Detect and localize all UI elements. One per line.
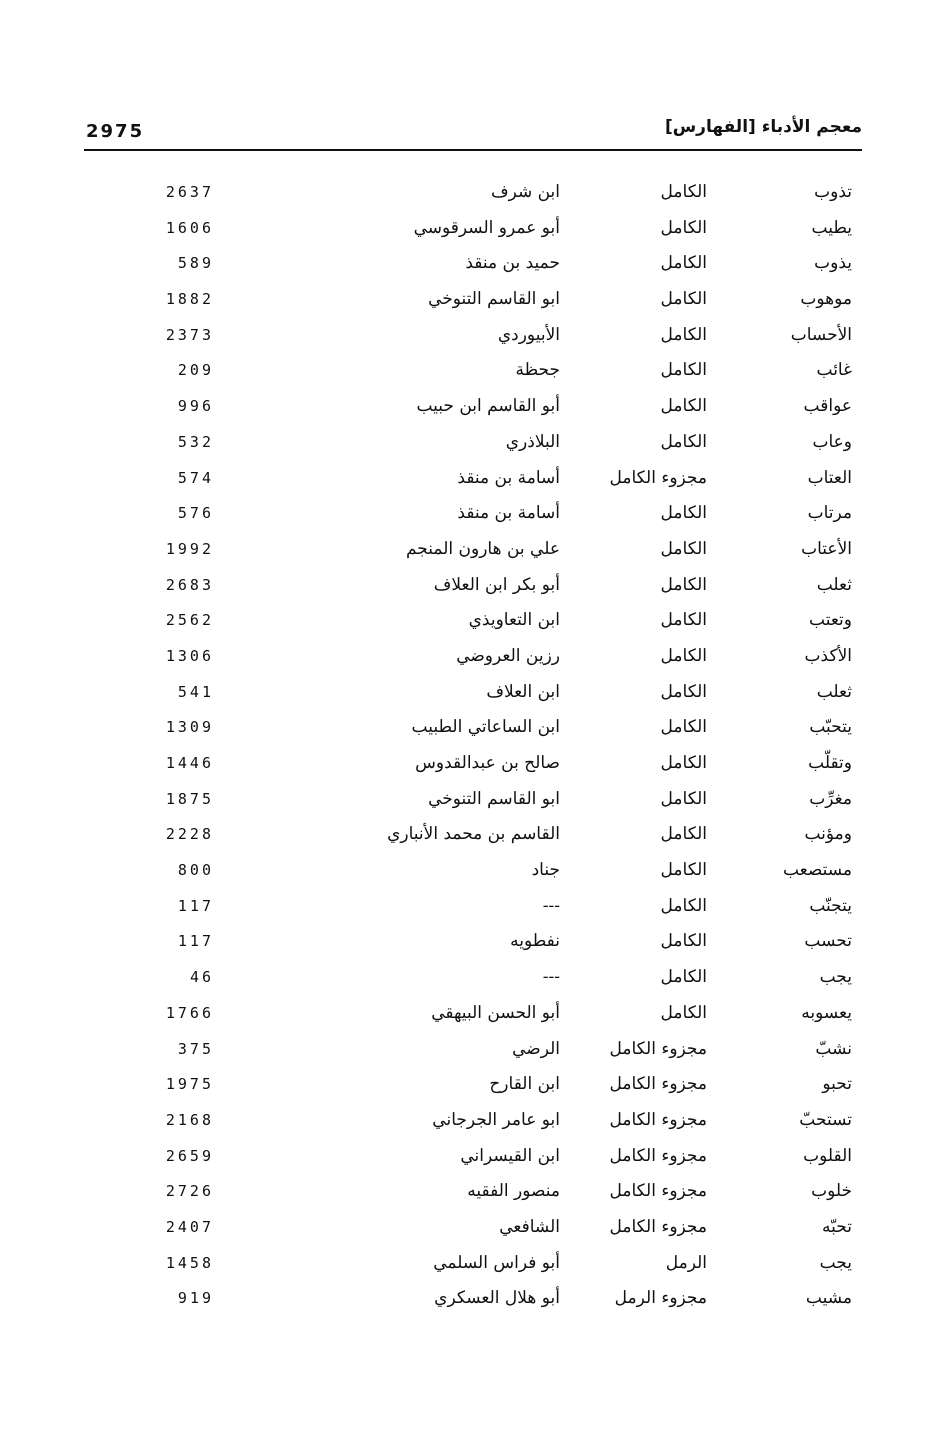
poet-name: أبو القاسم ابن حبيب xyxy=(416,396,560,417)
meter-name: الكامل xyxy=(660,1002,707,1023)
meter-name: الكامل xyxy=(660,610,707,631)
meter-name: الكامل xyxy=(660,289,707,310)
index-row xyxy=(0,924,932,960)
rhyme-word: عواقب xyxy=(803,396,852,417)
rhyme-word: يعسوبه xyxy=(801,1002,852,1023)
meter-name: مجزوء الكامل xyxy=(609,1145,707,1166)
index-row xyxy=(0,496,932,532)
poet-name: أبو عمرو السرقوسي xyxy=(413,217,560,238)
page-reference: 1458 xyxy=(165,1253,214,1272)
index-row xyxy=(0,246,932,282)
rhyme-word: مغرِّب xyxy=(809,788,852,809)
rhyme-word: يذوب xyxy=(814,253,852,274)
index-row xyxy=(0,1281,932,1317)
meter-name: الرمل xyxy=(665,1252,707,1273)
rhyme-word: ثعلب xyxy=(816,574,852,595)
page-reference: 1446 xyxy=(165,754,214,772)
poet-name: رزين العروضي xyxy=(456,645,560,666)
page-reference: 2407 xyxy=(165,1217,214,1236)
page-reference: 541 xyxy=(177,682,214,701)
index-row xyxy=(0,1210,932,1246)
poet-name: البلاذري xyxy=(505,431,560,452)
index-row xyxy=(0,1103,932,1139)
page-reference: 1882 xyxy=(165,290,214,309)
page-reference: 1766 xyxy=(165,1003,214,1022)
index-row xyxy=(0,282,932,318)
meter-name: الكامل xyxy=(660,645,707,666)
page-reference: 1306 xyxy=(165,646,214,665)
poet-name: --- xyxy=(542,967,560,988)
rhyme-word: ومؤنب xyxy=(804,824,852,845)
meter-name: الكامل xyxy=(660,538,707,559)
index-row xyxy=(0,389,932,425)
page-reference: 2228 xyxy=(165,825,214,844)
page-reference: 800 xyxy=(177,861,214,880)
index-row xyxy=(0,1139,932,1175)
index-row xyxy=(0,568,932,604)
poet-name: ابو القاسم التنوخي xyxy=(428,788,560,809)
meter-name: مجزوء الكامل xyxy=(609,1181,707,1202)
index-row xyxy=(0,1174,932,1210)
poet-name: منصور الفقيه xyxy=(467,1181,560,1202)
poet-name: علي بن هارون المنجم xyxy=(405,538,560,559)
page-reference: 2637 xyxy=(165,183,214,201)
poet-name: --- xyxy=(542,895,560,916)
meter-name: الكامل xyxy=(660,967,707,988)
poet-name: حميد بن منقذ xyxy=(465,253,560,274)
index-row xyxy=(0,746,932,782)
page-reference: 1309 xyxy=(165,718,214,737)
rhyme-word: تحسب xyxy=(804,931,852,952)
index-row xyxy=(0,603,932,639)
meter-name: الكامل xyxy=(660,503,707,524)
page-reference: 375 xyxy=(177,1039,214,1058)
poet-name: أبو بكر ابن العلاف xyxy=(433,574,560,595)
index-row xyxy=(0,1032,932,1068)
meter-name: مجزوء الرمل xyxy=(614,1288,707,1309)
meter-name: الكامل xyxy=(660,574,707,595)
rhyme-word: وتعتب xyxy=(809,610,852,631)
index-row xyxy=(0,532,932,568)
page-reference: 919 xyxy=(177,1289,214,1308)
rhyme-word: تحبو xyxy=(822,1074,852,1095)
poet-name: الرضي xyxy=(512,1038,560,1059)
index-row xyxy=(0,353,932,389)
poet-name: نفطويه xyxy=(510,931,560,952)
meter-name: الكامل xyxy=(660,824,707,845)
poetry-rhyme-index xyxy=(0,175,932,1317)
index-row xyxy=(0,318,932,354)
rhyme-word: نشبّ xyxy=(815,1038,852,1059)
page-number: 2975 xyxy=(86,121,145,142)
rhyme-word: يتحبّب xyxy=(809,717,852,738)
poet-name: أبو الحسن البيهقي xyxy=(431,1002,560,1023)
index-row xyxy=(0,425,932,461)
poet-name: الأبيوردي xyxy=(497,324,560,345)
index-row xyxy=(0,960,932,996)
page-reference: 2659 xyxy=(165,1146,214,1165)
page-header xyxy=(84,113,862,151)
index-row xyxy=(0,817,932,853)
meter-name: مجزوء الكامل xyxy=(609,1109,707,1130)
poet-name: أبو فراس السلمي xyxy=(433,1252,560,1273)
rhyme-word: مشيب xyxy=(805,1288,852,1309)
rhyme-word: تذوب xyxy=(814,182,852,202)
page-reference: 2683 xyxy=(165,575,214,594)
rhyme-word: ثعلب xyxy=(816,681,852,702)
poet-name: ابن القارح xyxy=(489,1074,560,1095)
meter-name: الكامل xyxy=(660,182,707,202)
meter-name: الكامل xyxy=(660,324,707,345)
poet-name: أسامة بن منقذ xyxy=(457,467,560,488)
rhyme-word: يجب xyxy=(819,1252,852,1273)
index-row xyxy=(0,889,932,925)
poet-name: ابن الساعاتي الطبيب xyxy=(411,717,560,738)
poet-name: أسامة بن منقذ xyxy=(457,503,560,524)
meter-name: مجزوء الكامل xyxy=(609,1038,707,1059)
rhyme-word: تستحبّ xyxy=(799,1109,852,1130)
index-row xyxy=(0,1067,932,1103)
page-reference: 1875 xyxy=(165,789,214,808)
poet-name: أبو هلال العسكري xyxy=(434,1288,560,1309)
rhyme-word: مرتاب xyxy=(807,503,852,524)
rhyme-word: الأحساب xyxy=(790,324,852,345)
index-row xyxy=(0,710,932,746)
poet-name: ابن القيسراني xyxy=(460,1145,560,1166)
rhyme-word: خلوب xyxy=(811,1181,852,1202)
poet-name: ابو عامر الجرجاني xyxy=(432,1109,560,1130)
poet-name: جناد xyxy=(531,860,560,881)
page-reference: 574 xyxy=(177,468,214,487)
poet-name: الشافعي xyxy=(499,1216,560,1237)
page-reference: 1606 xyxy=(165,218,214,237)
poet-name: ابن التعاويذي xyxy=(468,610,560,631)
meter-name: الكامل xyxy=(660,360,707,381)
index-row xyxy=(0,853,932,889)
poet-name: القاسم بن محمد الأنباري xyxy=(387,824,560,845)
rhyme-word: يتجنّب xyxy=(809,895,852,916)
meter-name: الكامل xyxy=(660,253,707,274)
meter-name: مجزوء الكامل xyxy=(609,467,707,488)
rhyme-word: الأعتاب xyxy=(801,538,852,559)
index-row xyxy=(0,996,932,1032)
rhyme-word: موهوب xyxy=(800,289,852,310)
page-reference: 589 xyxy=(177,254,214,273)
meter-name: الكامل xyxy=(660,753,707,773)
page-reference: 2168 xyxy=(165,1110,214,1129)
page-reference: 117 xyxy=(177,932,214,951)
page-reference: 2373 xyxy=(165,325,214,344)
index-row xyxy=(0,639,932,675)
rhyme-word: وعاب xyxy=(812,431,852,452)
meter-name: الكامل xyxy=(660,717,707,738)
rhyme-word: تحبّه xyxy=(822,1216,852,1237)
index-row xyxy=(0,175,932,211)
rhyme-word: العتاب xyxy=(807,467,852,488)
index-row xyxy=(0,675,932,711)
rhyme-word: القلوب xyxy=(803,1145,852,1166)
index-row xyxy=(0,461,932,497)
poet-name: جحظة xyxy=(515,360,560,381)
meter-name: الكامل xyxy=(660,860,707,881)
rhyme-word: غائب xyxy=(816,360,852,381)
index-row xyxy=(0,782,932,818)
page-reference: 2562 xyxy=(165,611,214,630)
rhyme-word: الأكذب xyxy=(804,645,852,666)
meter-name: مجزوء الكامل xyxy=(609,1216,707,1237)
poet-name: صالح بن عبدالقدوس xyxy=(415,753,560,773)
meter-name: الكامل xyxy=(660,895,707,916)
meter-name: الكامل xyxy=(660,396,707,417)
poet-name: ابن شرف xyxy=(490,182,560,202)
meter-name: الكامل xyxy=(660,681,707,702)
meter-name: مجزوء الكامل xyxy=(609,1074,707,1095)
page-reference: 117 xyxy=(177,896,214,915)
poet-name: ابو القاسم التنوخي xyxy=(428,289,560,310)
rhyme-word: يجب xyxy=(819,967,852,988)
index-row xyxy=(0,1246,932,1282)
meter-name: الكامل xyxy=(660,931,707,952)
rhyme-word: وتقلّب xyxy=(808,753,852,773)
page-reference: 996 xyxy=(177,397,214,416)
meter-name: الكامل xyxy=(660,431,707,452)
index-row xyxy=(0,211,932,247)
page-reference: 209 xyxy=(177,361,214,380)
meter-name: الكامل xyxy=(660,217,707,238)
page-reference: 1992 xyxy=(165,539,214,558)
page-reference: 2726 xyxy=(165,1182,214,1201)
rhyme-word: مستصعب xyxy=(782,860,852,881)
rhyme-word: يطيب xyxy=(811,217,852,238)
page-reference: 1975 xyxy=(165,1075,214,1094)
page-reference: 576 xyxy=(177,504,214,523)
running-title: معجم الأدباء [الفهارس] xyxy=(664,117,862,137)
page-reference: 532 xyxy=(177,432,214,451)
page-reference: 46 xyxy=(189,968,214,987)
poet-name: ابن العلاف xyxy=(486,681,560,702)
meter-name: الكامل xyxy=(660,788,707,809)
